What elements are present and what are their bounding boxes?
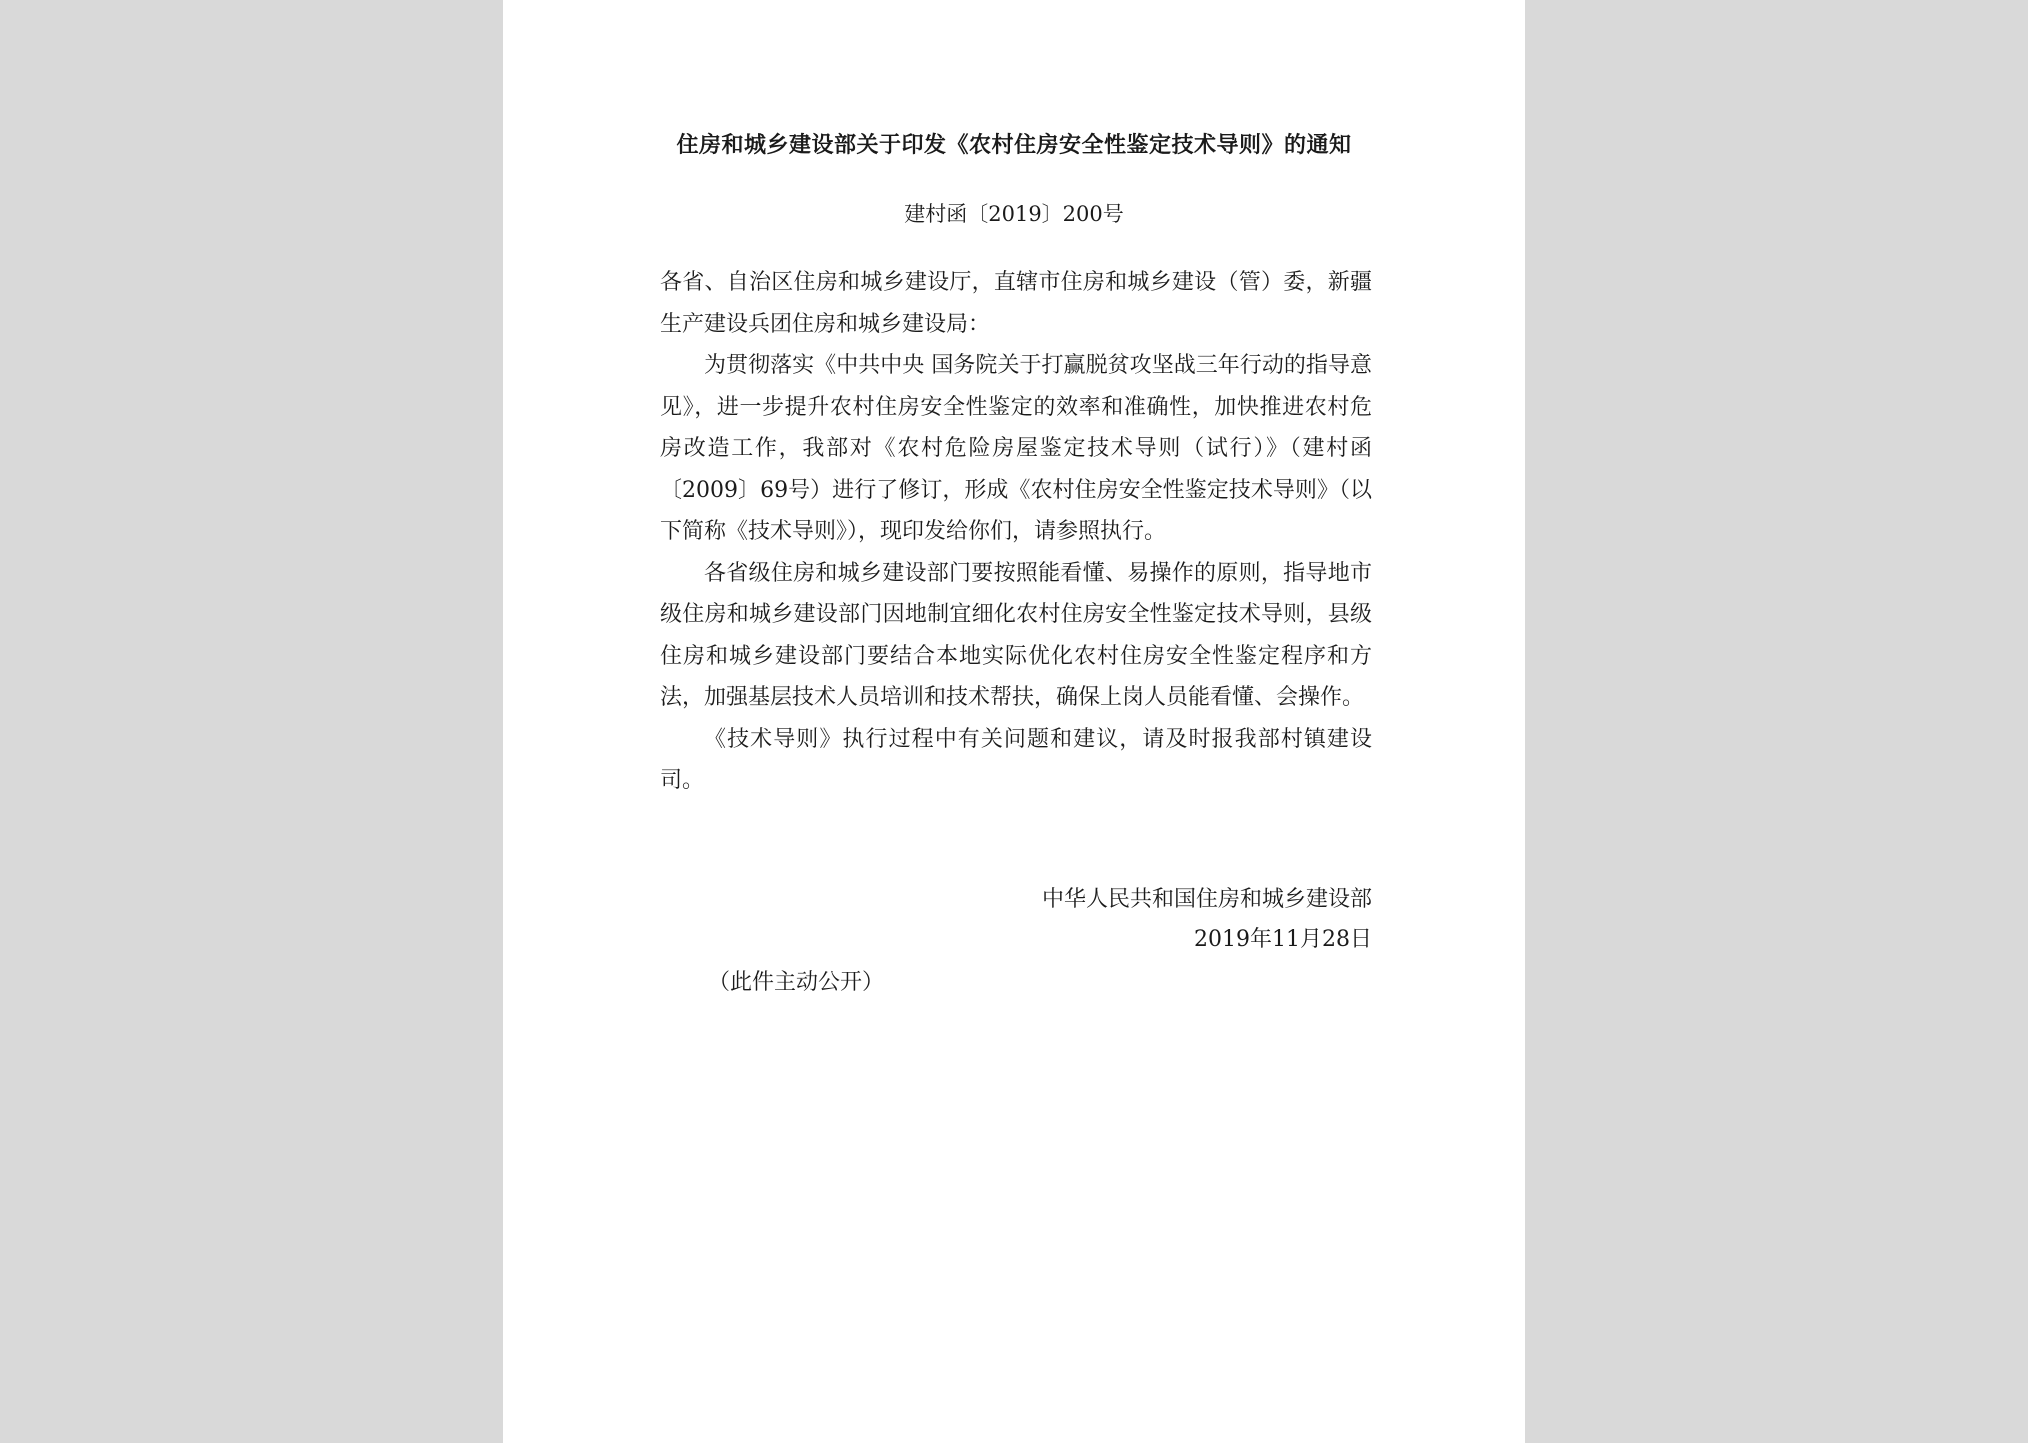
- document-title: 住房和城乡建设部关于印发《农村住房安全性鉴定技术导则》的通知: [676, 132, 1352, 158]
- paragraph-2: 各省级住房和城乡建设部门要按照能看懂、易操作的原则，指导地市级住房和城乡建设部门因地制宜细化农村住房安全性鉴定技术导则，县级住房和城乡建设部门要结合本地实际优化农村住房安全性鉴定程序和方法，加强基层技术人员培训和技术帮扶，确保上岗人员能看懂、会操作。: [660, 560, 1372, 710]
- document-number: 建村函〔2019〕200号: [904, 202, 1124, 226]
- public-disclosure-note: （此件主动公开）: [708, 970, 885, 995]
- document-body: [660, 262, 1372, 802]
- paragraph-1: 为贯彻落实《中共中央 国务院关于打赢脱贫攻坚战三年行动的指导意见》，进一步提升农村住房安全性鉴定的效率和准确性，加快推进农村危房改造工作，我部对《农村危险房屋鉴定技术导则（试行）》（建村函〔2009〕69号）进行了修订，形成《农村住房安全性鉴定技术导则》（以下简称《技术导则》），现印发给你们，请参照执行。: [660, 353, 1372, 544]
- paragraph-3: 《技术导则》执行过程中有关问题和建议，请及时报我部村镇建设司。: [660, 726, 1372, 793]
- salutation: 各省、自治区住房和城乡建设厅，直辖市住房和城乡建设（管）委，新疆生产建设兵团住房和城乡建设局：: [660, 270, 1372, 337]
- signature-organization: 中华人民共和国住房和城乡建设部: [1041, 887, 1372, 912]
- signature-date: 2019年11月28日: [1194, 927, 1372, 952]
- document-page: [503, 0, 1525, 1443]
